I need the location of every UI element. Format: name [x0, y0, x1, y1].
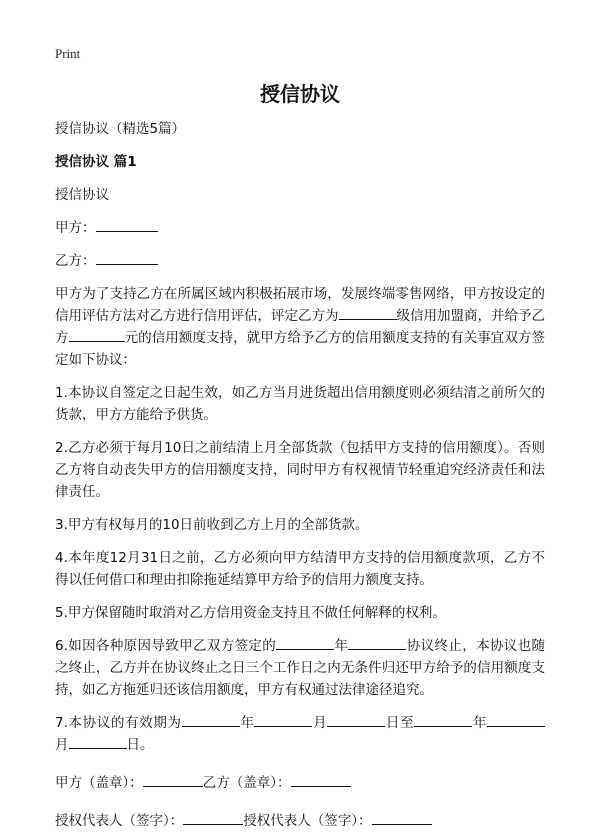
- credit-level-blank: [339, 305, 397, 320]
- rep-b-blank: [372, 810, 432, 825]
- rep-a-blank: [183, 810, 243, 825]
- clause6-part1: 6.如因各种原因导致甲乙双方签定的: [55, 638, 277, 654]
- clause-1: 1.本协议自签定之日起生效，如乙方当月进货超出信用额度则必须结清之前所欠的货款，甲方方能给予供货。: [55, 385, 545, 423]
- intro-part2: 级信用加盟商，并给予乙方: [55, 308, 545, 346]
- clause-6: [55, 635, 545, 701]
- clause7-blank-2: [254, 712, 312, 727]
- document-body: [55, 118, 545, 832]
- print-label: Print: [55, 46, 81, 61]
- clause7-blank-5: [487, 712, 545, 727]
- party-a-line: [55, 217, 545, 239]
- seal-b-label: 乙方（盖章）：: [202, 775, 291, 791]
- intro-part3: 元的信用额度支持，就甲方给予乙方的信用额度支持的有关事宜双方签定如下协议：: [55, 330, 545, 368]
- clause6-blank-1: [276, 635, 334, 650]
- clause7-part1: 7.本协议的有效期为: [55, 715, 182, 731]
- clause7-year1: 年: [239, 715, 255, 731]
- seal-b-blank: [291, 772, 351, 787]
- clause7-month1: 月: [312, 715, 328, 731]
- clause-5: 5.甲方保留随时取消对乙方信用资金支持且不做任何解释的权利。: [55, 605, 446, 621]
- intro-paragraph: [55, 283, 545, 371]
- credit-amount-blank: [69, 327, 125, 342]
- clause6-part2: 年: [334, 638, 349, 654]
- clause7-year2: 年: [472, 715, 488, 731]
- clause7-blank-6: [69, 734, 127, 749]
- clause7-day-to: 日至: [385, 715, 415, 731]
- party-a-blank: [96, 217, 158, 232]
- seal-a-label: 甲方（盖章）：: [55, 775, 143, 791]
- doc-name: 授信协议: [55, 187, 109, 203]
- rep-b-label: 授权代表人（签字）：: [243, 813, 372, 829]
- clause7-blank-3: [327, 712, 385, 727]
- party-a-label: 甲方：: [55, 220, 96, 236]
- rep-a-label: 授权代表人（签字）：: [55, 813, 184, 829]
- clause6-part3: 协议终止，本协议也随之终止，乙方并在协议终止之日三个工作日之内无条件归还甲方给予的信用额度支持，如乙方拖延归还该信用额度，甲方有权通过法律途径追究。: [55, 638, 546, 698]
- party-b-blank: [96, 250, 158, 265]
- clause-3: 3.甲方有权每月的10日前收到乙方上月的全部货款。: [55, 517, 369, 533]
- clause7-blank-1: [182, 712, 240, 727]
- party-b-label: 乙方：: [55, 253, 96, 269]
- clause-2: 2.乙方必须于每月10日之前结清上月全部货款（包括甲方支持的信用额度）。否则乙方将自动丧失甲方的信用额度支持，同时甲方有权视情节轻重追究经济责任和法律责任。: [55, 440, 545, 500]
- signature-line: [55, 810, 545, 832]
- intro-part1: 甲方为了支持乙方在所属区域内积极拓展市场，发展终端零售网络，甲方按设定的信用评估方法对乙方进行信用评估，评定乙方为: [55, 286, 545, 324]
- clause-4: 4.本年度12月31日之前，乙方必须向甲方结清甲方支持的信用额度款项，乙方不得以任何借口和理由扣除拖延结算甲方给予的信用力额度支持。: [55, 550, 545, 588]
- clause7-month2: 月: [55, 737, 69, 753]
- seal-line: [55, 772, 545, 794]
- document-title: 授信协议: [260, 82, 340, 106]
- clause6-blank-2: [348, 635, 406, 650]
- party-b-line: [55, 250, 545, 272]
- section-heading: 授信协议 篇1: [55, 154, 137, 170]
- clause7-day2: 日。: [126, 737, 154, 753]
- document-subtitle: 授信协议（精选5篇）: [55, 121, 186, 137]
- seal-a-blank: [143, 772, 203, 787]
- clause-7: [55, 712, 545, 756]
- clause7-blank-4: [414, 712, 472, 727]
